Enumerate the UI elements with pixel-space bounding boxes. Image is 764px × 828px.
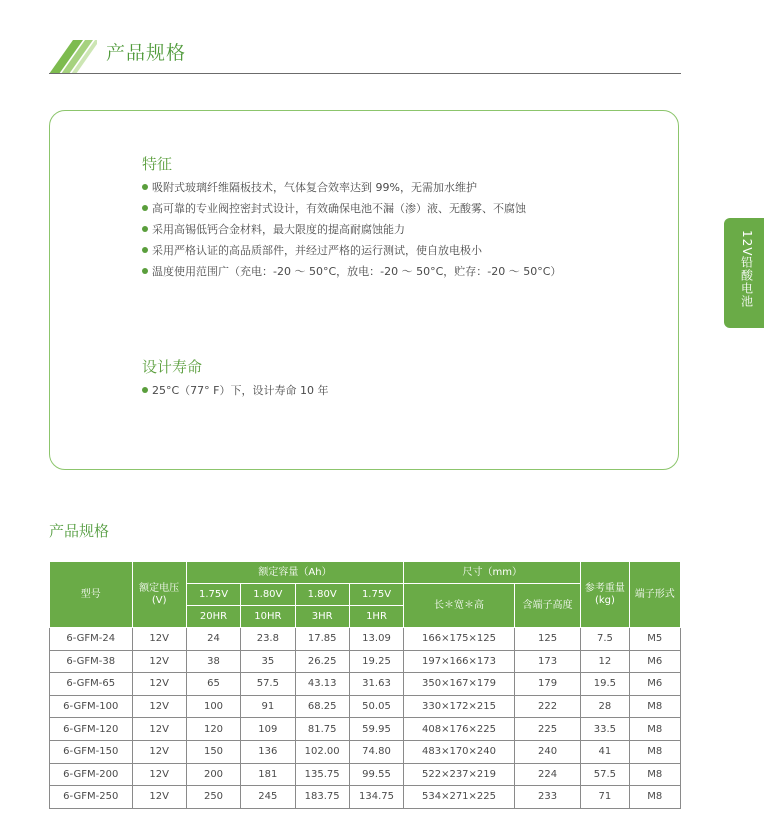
table-cell: 71 xyxy=(581,786,629,809)
table-cell: 12V xyxy=(132,718,186,741)
table-cell: 173 xyxy=(514,650,580,673)
table-cell: 134.75 xyxy=(349,786,403,809)
table-row xyxy=(50,673,681,696)
bullet-dot-icon xyxy=(142,247,148,253)
side-tab-voltage: 12V xyxy=(740,230,754,257)
title-divider xyxy=(49,73,681,74)
table-row xyxy=(50,695,681,718)
table-cell: 183.75 xyxy=(295,786,349,809)
table-cell: 7.5 xyxy=(581,628,629,651)
table-cell: 12V xyxy=(132,763,186,786)
stripes-logo-icon xyxy=(49,40,97,74)
table-cell: 100 xyxy=(186,695,240,718)
table-cell: 6-GFM-38 xyxy=(50,650,133,673)
table-cell: 24 xyxy=(186,628,240,651)
table-cell: 74.80 xyxy=(349,740,403,763)
header-terminal-height: 含端子高度 xyxy=(514,584,580,628)
table-cell: 57.5 xyxy=(241,673,295,696)
table-cell: 522×237×219 xyxy=(404,763,515,786)
table-cell: 91 xyxy=(241,695,295,718)
table-cell: 483×170×240 xyxy=(404,740,515,763)
table-row xyxy=(50,718,681,741)
table-cell: M6 xyxy=(629,650,680,673)
table-cell: 200 xyxy=(186,763,240,786)
table-cell: 35 xyxy=(241,650,295,673)
table-cell: 28 xyxy=(581,695,629,718)
table-cell: 181 xyxy=(241,763,295,786)
table-cell: M8 xyxy=(629,763,680,786)
header-voltage: 额定电压 (V) xyxy=(132,562,186,628)
table-cell: 197×166×173 xyxy=(404,650,515,673)
header-cap-v: 1.80V xyxy=(241,584,295,606)
header-terminal-type: 端子形式 xyxy=(629,562,680,628)
page-title: 产品规格 xyxy=(106,42,187,64)
table-cell: 534×271×225 xyxy=(404,786,515,809)
table-cell: 6-GFM-100 xyxy=(50,695,133,718)
spec-table-title: 产品规格 xyxy=(49,522,110,540)
table-cell: 31.63 xyxy=(349,673,403,696)
list-item: 采用严格认证的高品质部件，并经过严格的运行测试，使自放电极小 xyxy=(142,240,561,261)
features-list xyxy=(142,177,561,282)
table-row xyxy=(50,763,681,786)
header-cap-v: 1.75V xyxy=(186,584,240,606)
table-cell: 12 xyxy=(581,650,629,673)
table-cell: 33.5 xyxy=(581,718,629,741)
life-heading: 设计寿命 xyxy=(142,358,203,376)
table-cell: M8 xyxy=(629,718,680,741)
table-cell: 81.75 xyxy=(295,718,349,741)
table-cell: M8 xyxy=(629,786,680,809)
features-heading: 特征 xyxy=(142,155,173,173)
life-list xyxy=(142,380,329,401)
table-cell: 330×172×215 xyxy=(404,695,515,718)
header-cap-hr: 3HR xyxy=(295,606,349,628)
header-weight: 参考重量 (kg) xyxy=(581,562,629,628)
table-cell: 120 xyxy=(186,718,240,741)
table-cell: 150 xyxy=(186,740,240,763)
table-cell: 50.05 xyxy=(349,695,403,718)
spec-table-body xyxy=(50,628,681,809)
list-item: 温度使用范围广（充电：-20 ～ 50°C，放电：-20 ～ 50°C，贮存：-20 ～ 50°C） xyxy=(142,261,561,282)
table-cell: 109 xyxy=(241,718,295,741)
header-model: 型号 xyxy=(50,562,133,628)
table-cell: 17.85 xyxy=(295,628,349,651)
table-cell: 225 xyxy=(514,718,580,741)
table-cell: 350×167×179 xyxy=(404,673,515,696)
table-cell: 250 xyxy=(186,786,240,809)
table-cell: 12V xyxy=(132,786,186,809)
header-capacity: 额定容量（Ah） xyxy=(186,562,403,584)
table-cell: M5 xyxy=(629,628,680,651)
table-cell: M6 xyxy=(629,673,680,696)
bullet-dot-icon xyxy=(142,184,148,190)
table-cell: M8 xyxy=(629,740,680,763)
table-cell: 222 xyxy=(514,695,580,718)
table-cell: 166×175×125 xyxy=(404,628,515,651)
table-cell: 12V xyxy=(132,673,186,696)
table-cell: 6-GFM-150 xyxy=(50,740,133,763)
list-item: 吸附式玻璃纤维隔板技术，气体复合效率达到 99%，无需加水维护 xyxy=(142,177,561,198)
table-cell: 41 xyxy=(581,740,629,763)
table-cell: 68.25 xyxy=(295,695,349,718)
header-lwh: 长＊宽＊高 xyxy=(404,584,515,628)
table-cell: 43.13 xyxy=(295,673,349,696)
table-cell: 240 xyxy=(514,740,580,763)
list-item: 高可靠的专业阀控密封式设计，有效确保电池不漏（渗）液、无酸雾、不腐蚀 xyxy=(142,198,561,219)
table-cell: M8 xyxy=(629,695,680,718)
list-item: 25°C（77° F）下，设计寿命 10 年 xyxy=(142,380,329,401)
table-row xyxy=(50,740,681,763)
header-cap-v: 1.75V xyxy=(349,584,403,606)
table-row xyxy=(50,628,681,651)
table-cell: 6-GFM-200 xyxy=(50,763,133,786)
header-cap-v: 1.80V xyxy=(295,584,349,606)
table-cell: 6-GFM-24 xyxy=(50,628,133,651)
table-cell: 38 xyxy=(186,650,240,673)
table-cell: 233 xyxy=(514,786,580,809)
table-cell: 135.75 xyxy=(295,763,349,786)
table-cell: 6-GFM-250 xyxy=(50,786,133,809)
table-cell: 12V xyxy=(132,650,186,673)
table-row xyxy=(50,650,681,673)
table-cell: 26.25 xyxy=(295,650,349,673)
table-cell: 102.00 xyxy=(295,740,349,763)
header-cap-hr: 20HR xyxy=(186,606,240,628)
table-cell: 408×176×225 xyxy=(404,718,515,741)
bullet-dot-icon xyxy=(142,268,148,274)
header-cap-hr: 10HR xyxy=(241,606,295,628)
table-cell: 19.5 xyxy=(581,673,629,696)
table-cell: 59.95 xyxy=(349,718,403,741)
table-cell: 13.09 xyxy=(349,628,403,651)
side-tab[interactable] xyxy=(724,218,764,328)
table-cell: 12V xyxy=(132,628,186,651)
table-row xyxy=(50,786,681,809)
table-cell: 125 xyxy=(514,628,580,651)
table-cell: 136 xyxy=(241,740,295,763)
header-cap-hr: 1HR xyxy=(349,606,403,628)
table-cell: 57.5 xyxy=(581,763,629,786)
table-cell: 6-GFM-65 xyxy=(50,673,133,696)
table-cell: 12V xyxy=(132,695,186,718)
table-cell: 6-GFM-120 xyxy=(50,718,133,741)
table-cell: 224 xyxy=(514,763,580,786)
table-cell: 12V xyxy=(132,740,186,763)
bullet-dot-icon xyxy=(142,387,148,393)
bullet-dot-icon xyxy=(142,205,148,211)
header-size: 尺寸（mm） xyxy=(404,562,581,584)
table-cell: 179 xyxy=(514,673,580,696)
side-tab-label: 铅酸电池 xyxy=(739,256,754,309)
list-item: 采用高锡低钙合金材料，最大限度的提高耐腐蚀能力 xyxy=(142,219,561,240)
table-cell: 23.8 xyxy=(241,628,295,651)
table-cell: 99.55 xyxy=(349,763,403,786)
bullet-dot-icon xyxy=(142,226,148,232)
table-cell: 245 xyxy=(241,786,295,809)
table-cell: 65 xyxy=(186,673,240,696)
spec-table xyxy=(49,561,681,809)
table-cell: 19.25 xyxy=(349,650,403,673)
